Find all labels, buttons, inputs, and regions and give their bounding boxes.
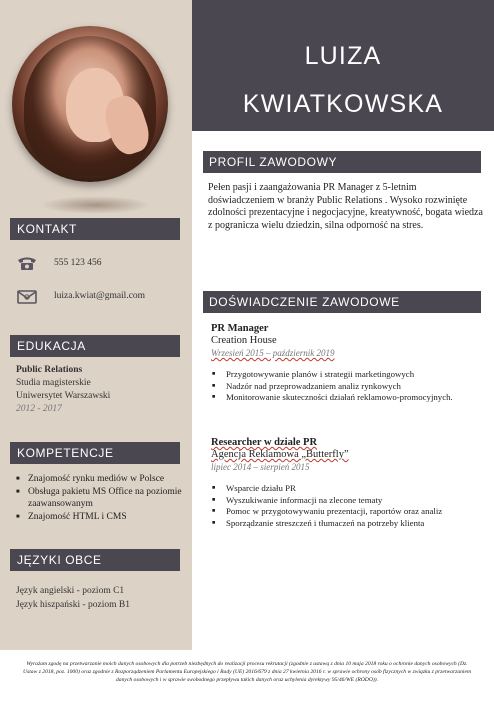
job-title: PR Manager [211, 323, 269, 334]
name-header [192, 0, 494, 131]
education-years: 2012 - 2017 [16, 404, 62, 414]
duty-item: ■ Wsparcie działu PR [211, 483, 481, 495]
skill-item: ■ Obsługa pakietu MS Office na poziomie zaawansowanym [16, 486, 184, 511]
job-entry [211, 437, 481, 529]
contact-heading: KONTAKT [10, 218, 180, 240]
language-item: Język hiszpański - poziom B1 [16, 600, 130, 610]
experience-heading: DOŚWIADCZENIE ZAWODOWE [203, 291, 481, 313]
education-field: Public Relations [16, 365, 83, 375]
duty-item: ■ Monitorowanie skuteczności działań reklamowo-promocyjnych. [211, 392, 481, 404]
skills-list [16, 473, 184, 523]
envelope-icon [16, 288, 38, 304]
job-duties [211, 369, 481, 404]
job-entry [211, 323, 481, 404]
phone-icon [16, 255, 38, 271]
first-name: LUIZA [304, 42, 382, 70]
duty-item: ■ Nadzór nad przeprowadzaniem analiz rynkowych [211, 381, 481, 393]
job-company [211, 449, 481, 461]
job-company: Creation House [211, 335, 277, 346]
duty-item: ■ Pomoc w przygotowywaniu prezentacji, raportów oraz analiz [211, 506, 481, 518]
education-school: Uniwersytet Warszawski [16, 391, 111, 401]
education-level: Studia magisterskie [16, 378, 91, 388]
skill-item: ■ Znajomość HTML i CMS [16, 511, 184, 524]
gdpr-consent: Wyrażam zgodę na przetwarzanie moich danych osobowych dla potrzeb niezbędnych do realizacji procesu rekrutacji (zgodnie z ustawą z dnia 10 maja 2018 roku o ochronie danych osobowych (Dz. Ustaw z 2018, poz. 1000) oraz zgodnie z Rozporządzeniem Parlamentu Europejskiego i Rady (UE) 2016/679 z dnia 27 kwietnia 2016 r. w sprawie ochrony osób fizycznych w związku z przetwarzaniem danych osobowych i w sprawie swobodnego przepływu takich danych oraz uchylenia dyrektywy 95/46/WE (RODO)). [23, 661, 471, 683]
email-address[interactable]: luiza.kwiat@gmail.com [54, 291, 146, 301]
email-row [16, 288, 145, 304]
phone-number[interactable]: 555 123 456 [54, 258, 102, 268]
languages-list [16, 584, 130, 612]
education-block [16, 364, 110, 416]
job-company-text: Agencja Reklamowa „Butterfly” [211, 449, 349, 460]
job-title-text: Researcher w dziale PR [211, 437, 318, 448]
languages-heading: JĘZYKI OBCE [10, 549, 180, 571]
phone-row [16, 255, 102, 271]
profile-photo [12, 26, 168, 182]
profile-heading: PROFIL ZAWODOWY [203, 151, 481, 173]
language-item: Język angielski - poziom C1 [16, 586, 125, 596]
last-name: KWIATKOWSKA [242, 90, 444, 118]
photo-shadow [40, 196, 150, 214]
job-dates: Wrzesień 2015 – październik 2019 [211, 348, 335, 358]
job-title [211, 437, 481, 449]
skill-item: ■ Znajomość rynku mediów w Polsce [16, 473, 184, 486]
duty-item: ■ Wyszukiwanie informacji na zlecone tematy [211, 495, 481, 507]
job-duties [211, 483, 481, 529]
skills-heading: KOMPETENCJE [10, 442, 180, 464]
duty-item: ■ Przygotowywanie planów i strategii marketingowych [211, 369, 481, 381]
education-heading: EDUKACJA [10, 335, 180, 357]
duty-item: ■ Sporządzanie streszczeń i tłumaczeń na potrzeby klienta [211, 518, 481, 530]
profile-text: Pełen pasji i zaangażowania PR Manager z 5-letnim doświadczeniem w branży Public Relations . Wysoko rozwinięte zdolności prezentacyjne i negocjacyjne, kreatywność, bogata wiedza z pogranicza wielu dziedzin, silna odporność na stres. [208, 182, 483, 231]
job-dates: lipiec 2014 – sierpień 2015 [211, 462, 310, 472]
